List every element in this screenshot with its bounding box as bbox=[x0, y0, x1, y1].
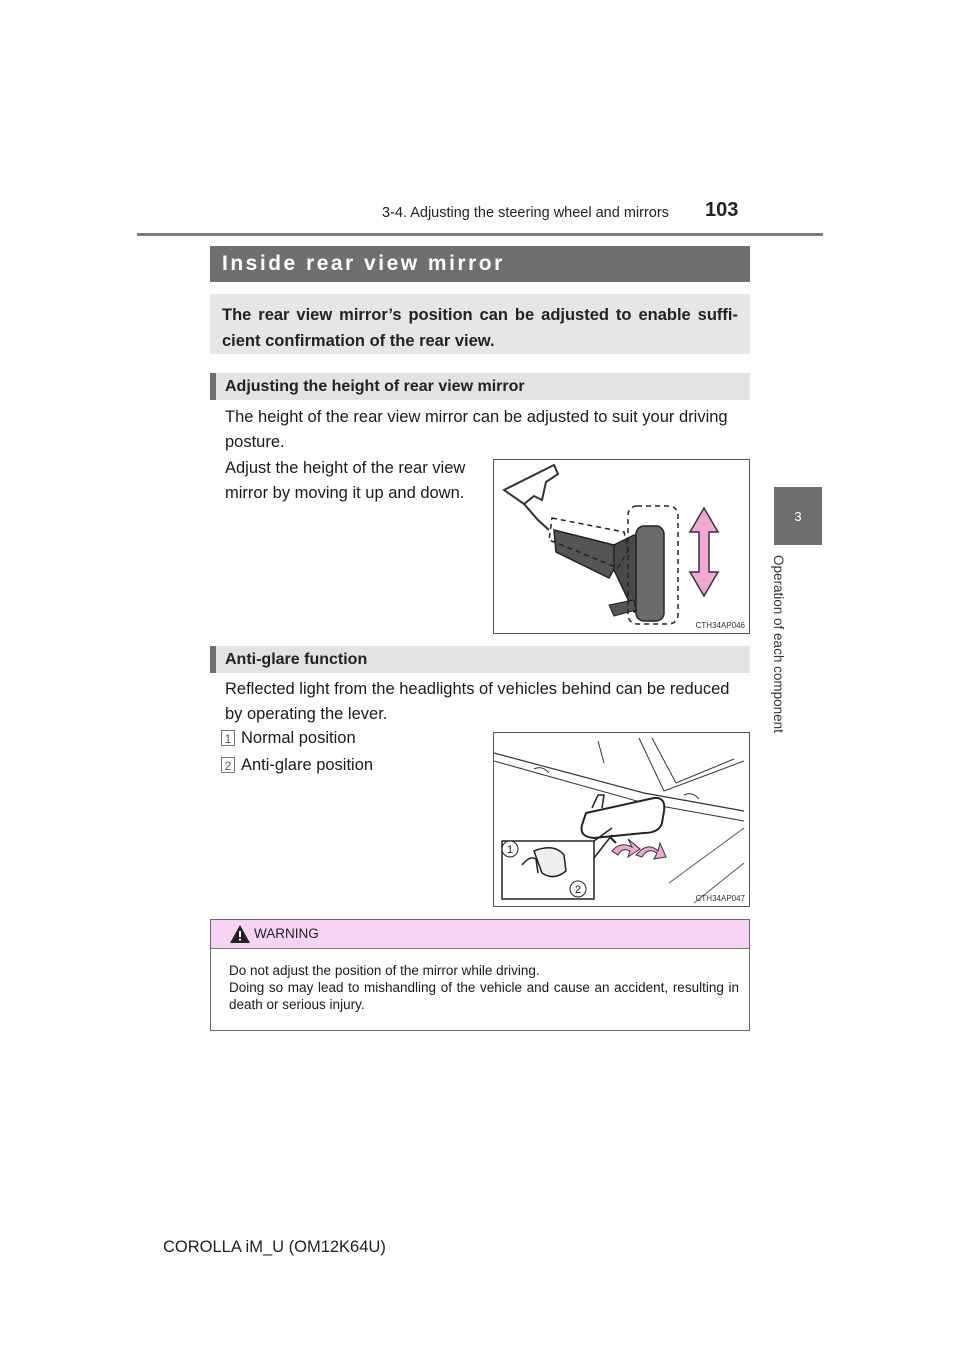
height-adjust-paragraph: The height of the rear view mirror can be adjusted to suit your driving posture. bbox=[225, 408, 728, 451]
section-intro: The rear view mirror’s position can be adjusted to enable suffi-cient confirmation of the rear view. bbox=[210, 294, 750, 354]
list-item bbox=[221, 754, 373, 776]
warning-label: WARNING bbox=[254, 926, 319, 941]
subheading-anti-glare: Anti-glare function bbox=[210, 646, 750, 673]
item-label: Anti-glare position bbox=[241, 756, 374, 774]
warning-line-2: Doing so may lead to mishandling of the vehicle and cause an accident, resulting in death or serious injury. bbox=[229, 980, 739, 1012]
header-section-title: 3-4. Adjusting the steering wheel and mirrors bbox=[382, 205, 669, 221]
footer-model: COROLLA iM_U (OM12K64U) bbox=[163, 1238, 386, 1256]
anti-glare-paragraph: Reflected light from the headlights of vehicles behind can be reduced by operating the lever. bbox=[225, 680, 730, 723]
figure-callout-2: 2 bbox=[574, 884, 582, 896]
warning-triangle-icon bbox=[229, 924, 251, 944]
list-item bbox=[221, 727, 356, 749]
subheading-height-adjust: Adjusting the height of rear view mirror bbox=[210, 373, 750, 400]
warning-box bbox=[210, 919, 750, 1031]
anti-glare-drawing bbox=[494, 733, 749, 906]
chapter-title-vertical bbox=[760, 555, 800, 745]
chapter-tab bbox=[774, 487, 822, 545]
chapter-title: Operation of each component bbox=[771, 555, 786, 733]
anti-glare-illustration bbox=[493, 732, 750, 907]
figure-code: CTH34AP047 bbox=[695, 894, 745, 903]
item-number: 1 bbox=[221, 730, 235, 746]
chapter-number: 3 bbox=[794, 508, 802, 524]
height-adjust-instruction: Adjust the height of the rear view mirror by moving it up and down. bbox=[225, 459, 466, 502]
item-label: Normal position bbox=[241, 729, 356, 747]
figure-callout-1: 1 bbox=[506, 844, 514, 856]
mirror-height-illustration bbox=[493, 459, 750, 634]
section-heading: Inside rear view mirror bbox=[210, 246, 750, 282]
header-rule bbox=[137, 233, 823, 236]
mirror-height-drawing bbox=[494, 460, 749, 633]
warning-header bbox=[211, 920, 749, 949]
page-number: 103 bbox=[705, 199, 739, 221]
warning-body bbox=[229, 962, 739, 1013]
figure-code: CTH34AP046 bbox=[695, 621, 745, 630]
item-number: 2 bbox=[221, 757, 235, 773]
warning-line-1: Do not adjust the position of the mirror while driving. bbox=[229, 963, 540, 978]
